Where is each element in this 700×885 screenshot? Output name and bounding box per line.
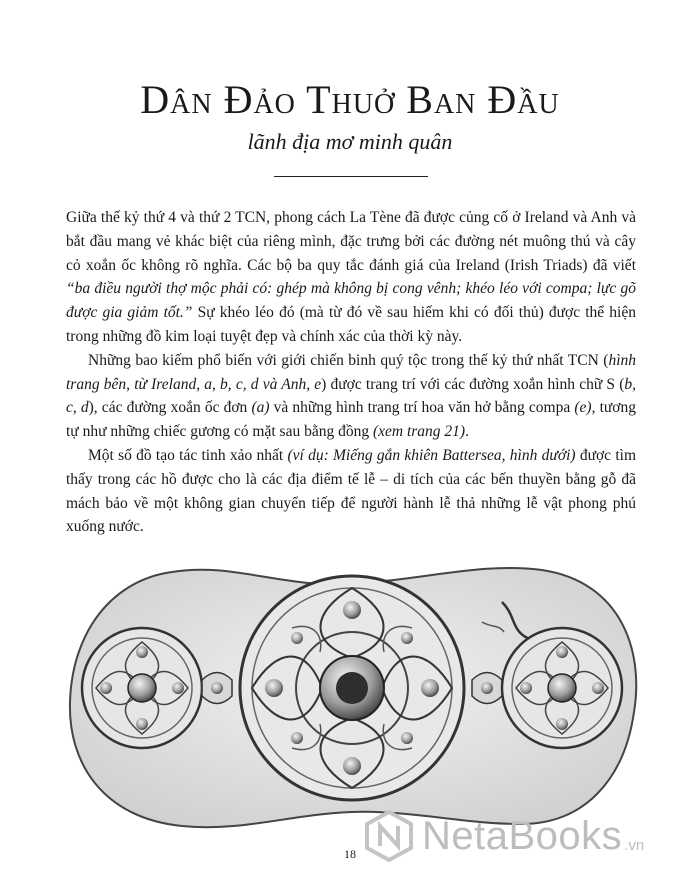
paragraph-2-text-f: . [465,423,469,441]
paragraph-2-text-a: Những bao kiếm phổ biến với giới chiến binh quý tộc trong thế kỷ thứ nhất TCN ( [88,351,609,369]
paragraph-2-text-d: và những hình trang trí hoa văn hở bằng compa [269,399,575,417]
body-text [66,206,636,539]
paragraph-3-text-b: được tìm thấy trong các hồ được cho là các địa điểm tế lễ – di tích của các bến thuyền bằng gỗ đã mách bảo về một không gian chuyển tiếp để người hành lễ thả những lễ vật phong phú xuống nước. [66,446,636,536]
left-connector [202,673,232,704]
paragraph-2-ref-5: (xem trang 21) [372,423,466,441]
page-title: Dân Đảo Thuở Ban Đầu [140,77,560,122]
watermark-suffix: .vn [624,836,645,854]
paragraph-3 [66,444,636,539]
paragraph-2-ref-1: hình trang bên, từ Ireland, a, b, c, d và Anh, e [66,351,636,393]
netabooks-logo-icon [362,809,416,863]
paragraph-2-ref-3: (a) [251,399,270,417]
page-subtitle: lãnh địa mơ minh quân [247,129,453,154]
paragraph-2-text-c: ), các đường xoắn ốc đơn [88,399,252,417]
central-roundel [240,576,464,800]
paragraph-2-ref-4: (e) [574,399,592,417]
paragraph-2-ref-2: b, c, d [66,375,636,417]
paragraph-1 [66,206,636,349]
irish-triads-quote: “ba điều người thợ mộc phải có: ghép mà không bị cong vênh; khéo léo với compa; lực gõ được gia giảm tốt.” [66,280,636,322]
page-number: 18 [344,847,356,861]
paragraph-1-text-b: Sự khéo léo đó (mà từ đó về sau hiếm khi có đối thủ) được thể hiện trong những đồ kim loại tuyệt đẹp và chính xác của thời kỳ này. [66,304,636,345]
paragraph-3-ref-1: (ví dụ: Miếng gắn khiên Battersea, hình dưới) [287,446,576,464]
paragraph-2 [66,349,636,444]
paragraph-1-text-a: Giữa thế kỷ thứ 4 và thứ 2 TCN, phong cách La Tène đã được củng cố ở Ireland và Anh và bắt đầu mang vẻ khác biệt của riêng mình, đặc trưng bởi các đường nét muông thú và cây cỏ xoắn ốc không rõ nghĩa. Các bộ ba quy tắc đánh giá của Ireland (Irish Triads) đã viết [66,209,636,274]
battersea-shield-mount-illustration [62,562,642,837]
paragraph-2-text-b: ) được trang trí với các đường xoắn hình chữ S ( [321,375,625,393]
right-roundel [502,628,622,748]
watermark-text: NetaBooks [422,813,623,858]
paragraph-2-text-e: , tương tự như những chiếc gương có mặt sau bằng đồng [66,399,636,441]
watermark [362,806,692,866]
paragraph-3-text-a: Một số đồ tạo tác tinh xảo nhất [88,446,288,464]
title-divider [274,176,428,177]
right-connector [472,673,502,704]
left-roundel [82,628,202,748]
